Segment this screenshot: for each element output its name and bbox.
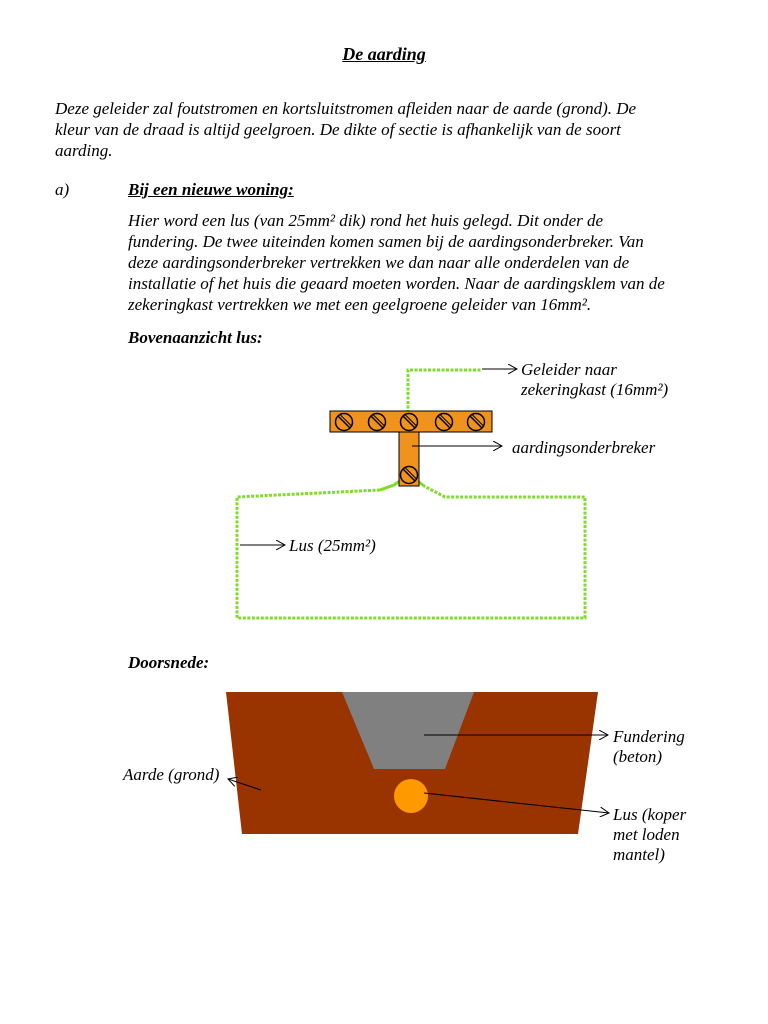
intro-line-3: aarding.	[55, 141, 113, 160]
cross-section-heading: Doorsnede:	[128, 653, 210, 672]
body-line-2: fundering. De twee uiteinden komen samen bij de aardingsonderbreker. Van	[128, 232, 644, 251]
section-marker: a)	[55, 180, 70, 199]
label-loop-cs-1: Lus (koper	[613, 805, 687, 824]
label-loop-cs-2: met loden	[613, 825, 680, 844]
label-breaker: aardingsonderbreker	[512, 438, 656, 457]
intro-line-1: Deze geleider zal foutstromen en kortsluitstromen afleiden naar de aarde (grond). De	[55, 99, 637, 118]
screw-icon	[468, 414, 485, 431]
label-foundation-1: Fundering	[613, 727, 685, 746]
top-view-heading: Bovenaanzicht lus:	[128, 328, 263, 347]
body-line-1: Hier word een lus (van 25mm² dik) rond het huis gelegd. Dit onder de	[128, 211, 604, 230]
label-earth: Aarde (grond)	[123, 765, 220, 784]
screw-icon	[401, 467, 418, 484]
page-title: De aarding	[342, 44, 426, 64]
section-heading: Bij een nieuwe woning:	[128, 180, 294, 199]
label-conductor-1: Geleider naar	[521, 360, 617, 379]
label-conductor-2: zekeringkast (16mm²)	[521, 380, 669, 399]
label-foundation-2: (beton)	[613, 747, 663, 766]
label-loop-cs-3: mantel)	[613, 845, 665, 864]
body-line-3: deze aardingsonderbreker vertrekken we dan naar alle onderdelen van de	[128, 253, 630, 272]
body-line-4: installatie of het huis die geaard moeten worden. Naar de aardingsklem van de	[128, 274, 665, 293]
copper-loop-conductor	[394, 779, 428, 813]
screw-icon	[436, 414, 453, 431]
screw-icon	[336, 414, 353, 431]
body-line-5: zekeringkast vertrekken we met een geelgroene geleider van 16mm².	[128, 295, 592, 314]
intro-line-2: kleur van de draad is altijd geelgroen. De dikte of sectie is afhankelijk van de soort	[55, 120, 621, 139]
screw-icon	[369, 414, 386, 431]
label-loop: Lus (25mm²)	[289, 536, 376, 555]
screw-icon	[401, 414, 418, 431]
